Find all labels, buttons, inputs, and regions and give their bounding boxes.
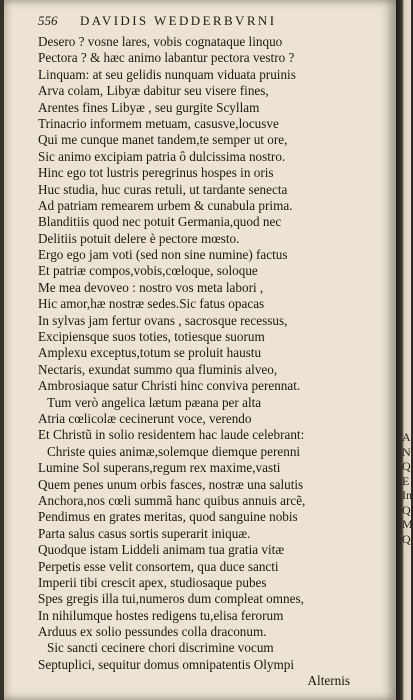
- page-header: [38, 13, 393, 31]
- text-line: Trinacrio informem metuam, casusve,locusve: [38, 115, 279, 131]
- facing-page-letter: In: [402, 488, 412, 502]
- text-line: Me mea devoveo : nostro vos meta labori ,: [38, 279, 264, 295]
- facing-page-letter: Q: [402, 459, 411, 473]
- text-line: In sylvas jam fertur ovans , sacrosque recessus,: [38, 312, 288, 328]
- text-line: Anchora,nos cœli summã hanc quibus annuis arcẽ,: [38, 492, 306, 508]
- text-line: Quodque istam Liddeli animam tua gratia vitæ: [38, 542, 285, 558]
- text-line: Huc studia, huc curas retuli, ut tardante senecta: [38, 181, 288, 197]
- poem-text: [38, 34, 396, 690]
- text-line: Pendimus en grates meritas, quod sanguine nobis: [38, 509, 298, 525]
- running-title: DAVIDIS WEDDERBVRNI: [80, 13, 277, 28]
- text-line: Quem penes unum orbis fasces, nostræ una salutis: [38, 476, 304, 492]
- text-line: Lumine Sol superans,regum rex maxime,vasti: [38, 460, 281, 476]
- facing-page-letter: A: [402, 430, 411, 444]
- facing-page-letter: N: [402, 444, 411, 459]
- text-line: Ad patriam remearem urbem & cunabula prima.: [38, 197, 293, 213]
- page-number: 556: [38, 13, 58, 28]
- text-line: Amplexu exceptus,totum se proluit haustu: [38, 345, 262, 361]
- book-gutter: [396, 0, 411, 700]
- text-line: Sic sancti cecinere chori discrimine vocum: [47, 640, 274, 656]
- text-line: Arva colam, Libyæ dabitur seu visere fines,: [38, 83, 269, 99]
- text-line: Spes gregis illa tui,numeros dum compleat omnes,: [38, 591, 304, 607]
- text-line: Perpetis esse velit consortem, qua duce sancti: [38, 558, 279, 574]
- text-line: In nihilumque hostes redigens tu,elisa ferorum: [38, 607, 284, 623]
- text-line: Et patriæ compos,vobis,cœloque, soloque: [38, 263, 258, 279]
- text-line: Arentes fines Libyæ , seu gurgite Scyllam: [38, 99, 260, 115]
- text-line: Ambrosiaque satur Christi hinc conviva perennat.: [38, 378, 301, 394]
- text-line: Christe quies animæ,solemque diemque perenni: [47, 443, 301, 459]
- text-line: Imperii tibi crescit apex, studiosaque pubes: [38, 574, 267, 590]
- text-line: Atria cœlicolæ cecinerunt voce, verendo: [38, 410, 252, 426]
- text-line: Arduus ex solio pessundes colla draconum.: [38, 624, 267, 640]
- catchword: Alternis: [307, 673, 350, 689]
- text-line: Nectaris, exundat summo qua fluminis alveo,: [38, 361, 278, 377]
- facing-page-letter: Q: [402, 531, 411, 546]
- facing-page-letter: M: [402, 517, 413, 531]
- text-line: Et Christũ in solio residentem hac laude celebrant:: [38, 427, 305, 443]
- text-line: Septuplici, sequitur domus omnipatentis Olympi: [38, 656, 295, 672]
- text-line: Parta salus casus sortis superarit iniquæ.: [38, 525, 251, 541]
- text-line: Hinc ego tot lustris peregrinus hospes in oris: [38, 165, 274, 181]
- text-line: Tum verò angelica lætum pæana per alta: [47, 394, 262, 410]
- facing-page-letter: Q: [402, 502, 411, 517]
- text-line: Sic animo excipiam patria ô dulcissima nostro.: [38, 148, 286, 164]
- text-line: Pectora ? & hæc animo labantur pectora vestro ?: [38, 50, 295, 66]
- text-line: Delitiis potuit delere è pectore mœsto.: [38, 230, 240, 246]
- text-line: Hic amor,hæ nostræ sedes.Sic fatus opacas: [38, 296, 265, 312]
- text-line: Desero ? vosne lares, vobis cognataque linquo: [38, 34, 283, 49]
- text-line: Linquam: at seu gelidis nunquam viduata pruinis: [38, 66, 296, 82]
- book-page: [4, 0, 396, 700]
- text-line: Excipiensque suos toties, totiesque suorum: [38, 329, 265, 345]
- text-line: Qui me cunque manet tandem,te semper ut ore,: [38, 132, 288, 148]
- text-line: Ergo ego jam voti (sed non sine numine) factus: [38, 247, 288, 263]
- facing-page-edge: [402, 430, 411, 546]
- facing-page-letter: E: [402, 473, 410, 488]
- text-line: Blanditiis quod nec potuit Germania,quod nec: [38, 214, 282, 230]
